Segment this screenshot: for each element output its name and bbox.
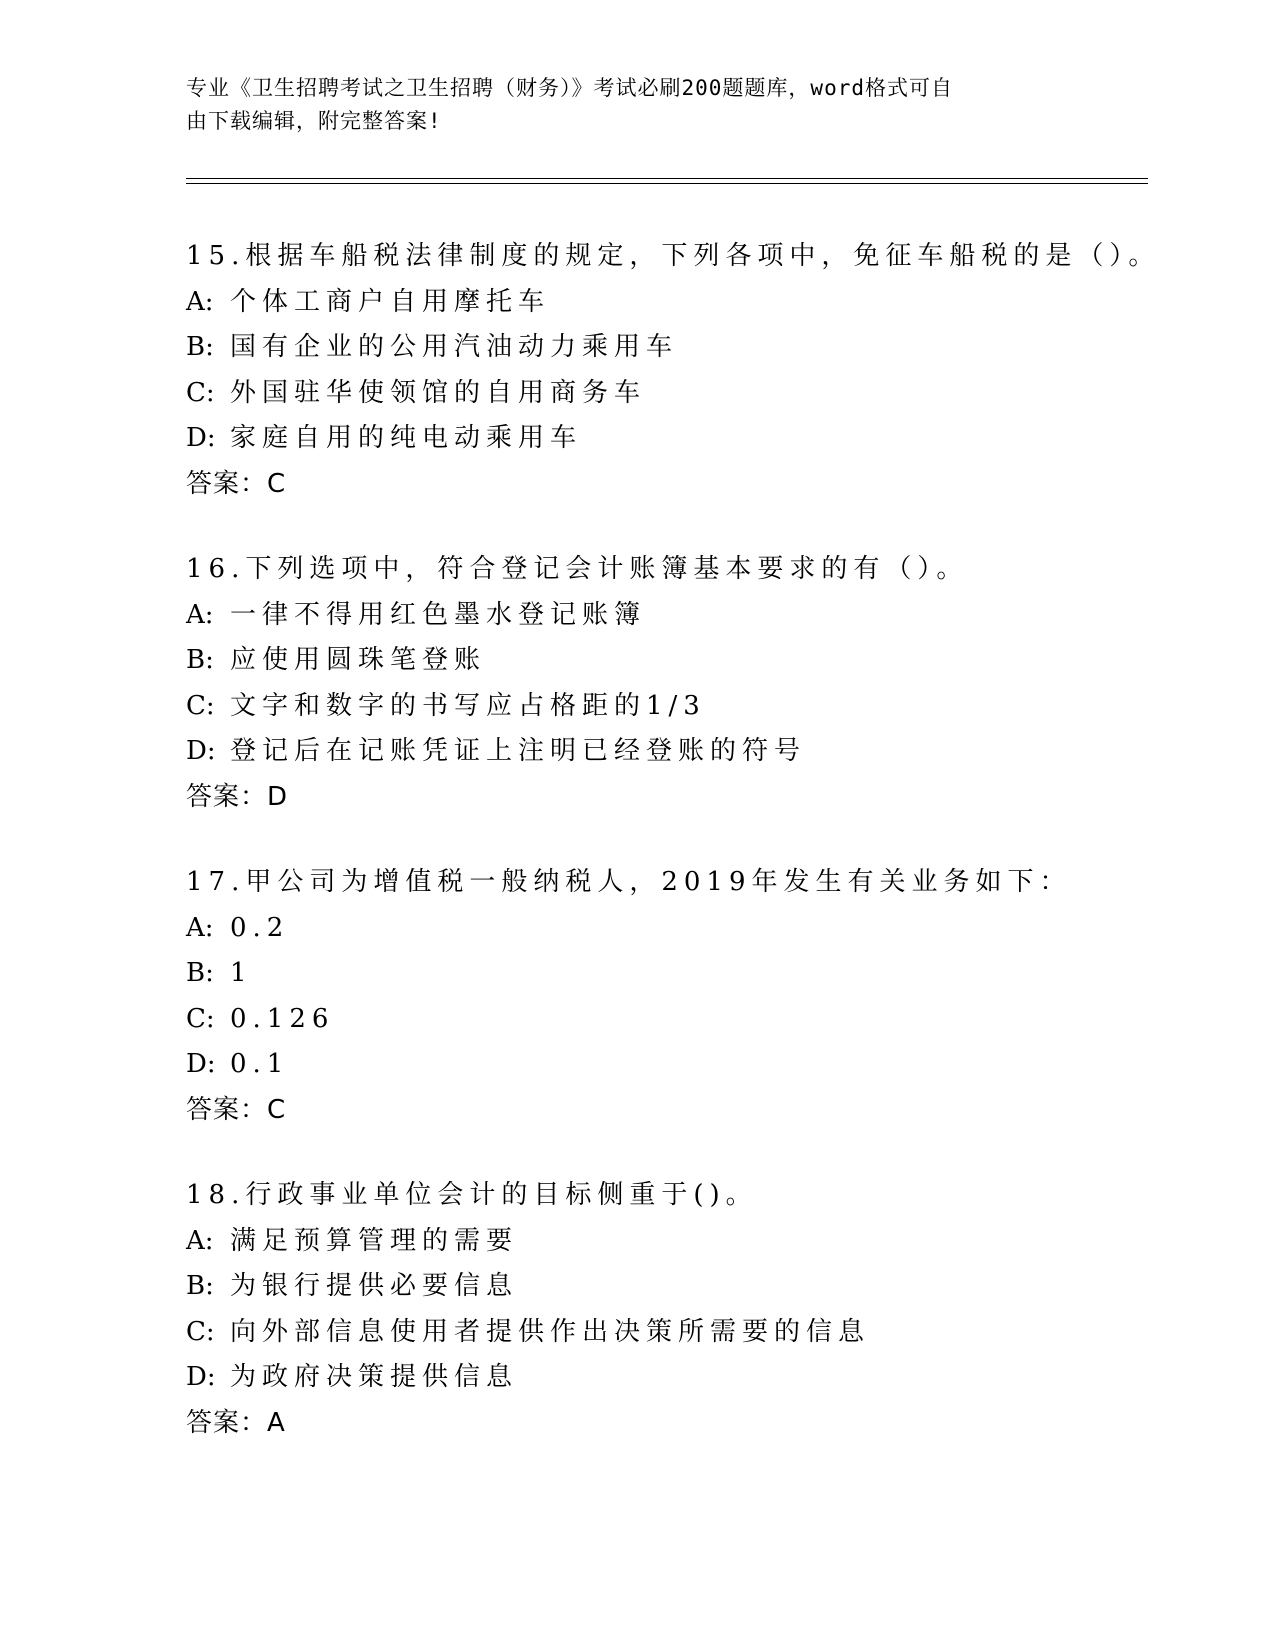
option-letter: A: [186, 599, 214, 630]
question-16 [186, 547, 1148, 820]
answer-label: 答案：D [186, 781, 289, 812]
option-text: 向外部信息使用者提供作出决策所需要的信息 [230, 1316, 871, 1347]
option-c [186, 371, 1148, 417]
option-letter: A: [186, 1225, 214, 1256]
option-letter: D: [186, 1362, 216, 1392]
option-text: 0.126 [230, 1003, 335, 1034]
question-stem: 18.行政事业单位会计的目标侧重于()。 [186, 1180, 758, 1210]
option-a [186, 593, 1148, 639]
option-d [186, 729, 1148, 775]
option-c [186, 997, 1148, 1043]
option-d [186, 416, 1148, 462]
question-15 [186, 234, 1161, 507]
question-stem: 15.根据车船税法律制度的规定，下列各项中，免征车船税的是（）。 [186, 241, 1161, 271]
option-a [186, 906, 1148, 952]
question-list [186, 234, 1161, 1486]
question-18 [186, 1173, 1148, 1446]
option-letter: D: [186, 1049, 216, 1079]
option-letter: D: [186, 736, 216, 766]
question-stem: 17.甲公司为增值税一般纳税人，2019年发生有关业务如下： [186, 867, 1072, 897]
option-b [186, 1264, 1148, 1310]
question-17 [186, 860, 1148, 1133]
answer-label: 答案：C [186, 1094, 287, 1125]
option-letter: B: [186, 958, 214, 988]
option-b [186, 325, 1148, 371]
option-letter: C: [186, 377, 215, 408]
option-b [186, 951, 1148, 997]
option-text: 一律不得用红色墨水登记账簿 [230, 599, 647, 630]
option-text: 0.1 [230, 1049, 290, 1079]
header-line-1: 专业《卫生招聘考试之卫生招聘（财务）》考试必刷200题题库，word格式可自 [186, 76, 953, 100]
option-text: 文字和数字的书写应占格距的1/3 [230, 690, 706, 721]
option-d [186, 1042, 1148, 1088]
option-letter: C: [186, 1003, 215, 1034]
option-letter: B: [186, 332, 214, 362]
answer-label: 答案：C [186, 468, 287, 499]
header-divider-top [186, 178, 1148, 179]
option-letter: A: [186, 286, 214, 317]
option-text: 1 [230, 958, 253, 988]
option-c [186, 684, 1148, 730]
option-a [186, 280, 1148, 326]
option-letter: B: [186, 645, 214, 675]
option-text: 国有企业的公用汽油动力乘用车 [230, 332, 679, 362]
option-b [186, 638, 1148, 684]
question-stem: 16.下列选项中，符合登记会计账簿基本要求的有（）。 [186, 554, 969, 584]
option-text: 满足预算管理的需要 [230, 1225, 519, 1256]
option-d [186, 1355, 1148, 1401]
option-letter: B: [186, 1271, 214, 1301]
option-text: 应使用圆珠笔登账 [230, 645, 487, 675]
option-text: 个体工商户自用摩托车 [230, 286, 551, 317]
option-letter: D: [186, 423, 216, 453]
option-text: 为政府决策提供信息 [230, 1362, 519, 1392]
answer-label: 答案：A [186, 1407, 286, 1438]
option-text: 登记后在记账凭证上注明已经登账的符号 [230, 736, 807, 766]
option-text: 家庭自用的纯电动乘用车 [230, 423, 583, 453]
header-divider-bottom [186, 183, 1148, 184]
option-a [186, 1219, 1148, 1265]
option-c [186, 1310, 1148, 1356]
option-letter: C: [186, 690, 215, 721]
option-text: 0.2 [230, 912, 290, 943]
option-letter: A: [186, 912, 214, 943]
option-text: 外国驻华使领馆的自用商务车 [230, 377, 647, 408]
document-header [186, 72, 1066, 138]
header-line-2: 由下载编辑，附完整答案! [186, 109, 442, 133]
option-letter: C: [186, 1316, 215, 1347]
option-text: 为银行提供必要信息 [230, 1271, 519, 1301]
